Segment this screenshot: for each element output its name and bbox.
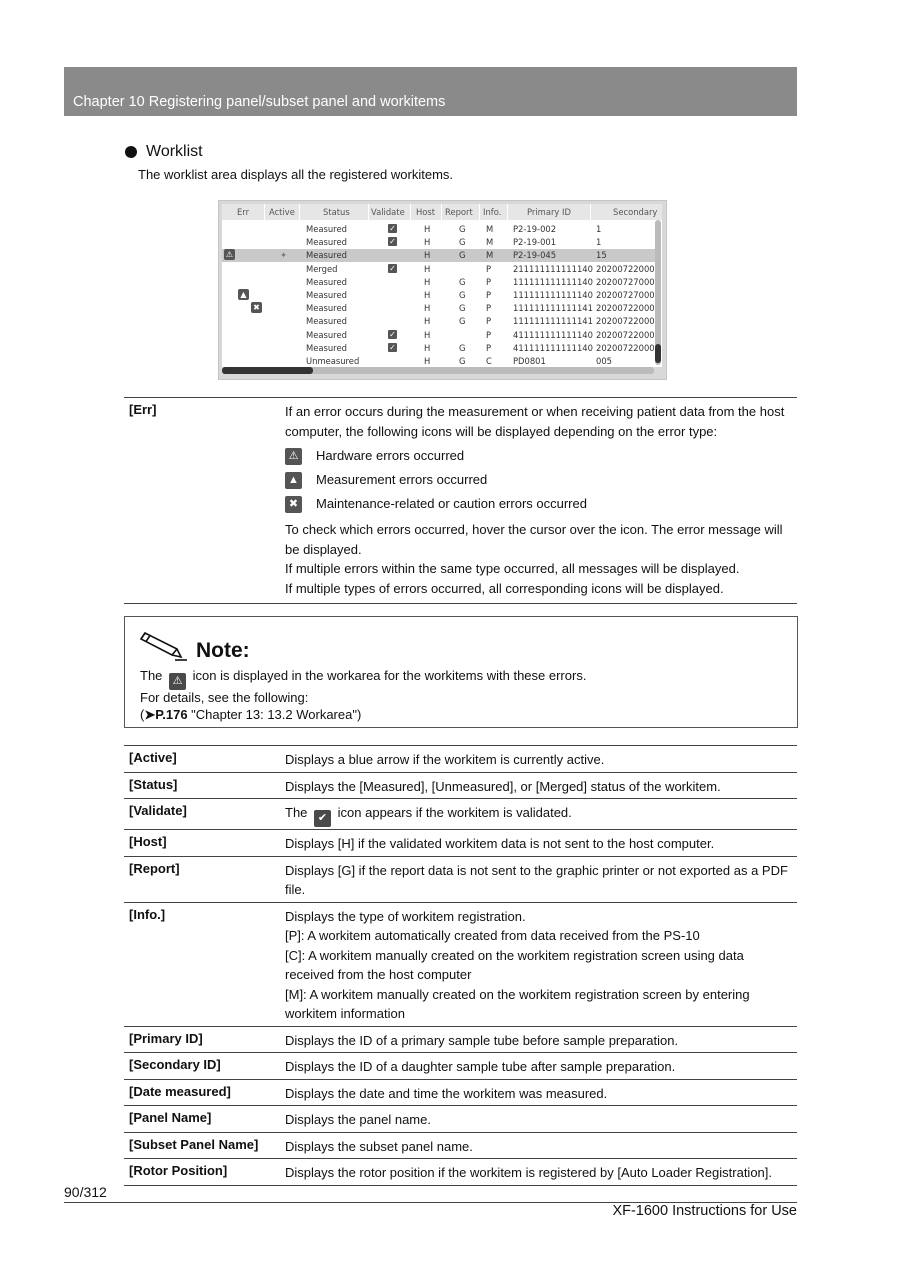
note-box bbox=[124, 616, 798, 728]
col-info[interactable]: Info. bbox=[483, 207, 502, 217]
cell-status: Merged bbox=[306, 263, 338, 274]
cell-secondary-id: 1 bbox=[596, 224, 602, 234]
cell-status: Measured bbox=[306, 329, 347, 340]
worklist-row[interactable] bbox=[222, 276, 655, 289]
cell-status: Measured bbox=[306, 316, 347, 327]
cell-primary-id: 111111111111141 bbox=[513, 303, 593, 314]
def-row-panel-name: [Panel Name] Displays the panel name. bbox=[124, 1105, 797, 1132]
cell-info: P bbox=[486, 290, 492, 300]
column-definition-table bbox=[124, 745, 797, 1186]
cell-info: C bbox=[486, 356, 492, 366]
err-icon-row: ✖ Maintenance-related or caution errors occurred bbox=[285, 492, 793, 516]
cell-secondary-id: 005 bbox=[596, 356, 612, 366]
cell-status: Measured bbox=[306, 342, 347, 353]
cell-primary-id: 111111111111140 bbox=[513, 290, 593, 300]
cell-secondary-id: 20200722000 bbox=[596, 329, 655, 340]
def-row-date-measured: [Date measured] Displays the date and time the workitem was measured. bbox=[124, 1079, 797, 1106]
active-arrow-icon: ✦ bbox=[280, 250, 288, 261]
col-secondary[interactable]: Secondary bbox=[613, 207, 658, 217]
cell-secondary-id: 20200722000 bbox=[596, 303, 655, 314]
cell-report: G bbox=[459, 250, 466, 261]
document-title: XF-1600 Instructions for Use bbox=[612, 1203, 797, 1219]
note-title: Note: bbox=[196, 639, 250, 662]
cell-primary-id: P2-19-002 bbox=[513, 224, 557, 234]
cell-status: Measured bbox=[306, 303, 347, 314]
cell-status: Measured bbox=[306, 224, 347, 234]
cell-host: H bbox=[424, 224, 431, 234]
cell-host: H bbox=[424, 316, 431, 327]
err-icon-row: ⚠ Hardware errors occurred bbox=[285, 444, 793, 468]
err-multiple-text: If multiple errors within the same type occurred, all messages will be displayed. bbox=[285, 561, 740, 576]
worklist-row[interactable] bbox=[222, 249, 655, 262]
err-row bbox=[124, 397, 797, 603]
worklist-row[interactable] bbox=[222, 315, 655, 328]
validated-checkmark-icon: ✓ bbox=[389, 263, 396, 273]
validated-checkmark-icon: ✓ bbox=[389, 224, 396, 233]
err-definition-table bbox=[124, 397, 797, 604]
err-intro: If an error occurs during the measurement or when receiving patient data from the host computer, the following icons will be displayed depending on the error type: bbox=[285, 404, 785, 439]
hardware-error-icon: ⚠ bbox=[285, 448, 302, 465]
col-validate[interactable]: Validate bbox=[371, 207, 405, 217]
cell-secondary-id: 1 bbox=[596, 237, 602, 248]
cell-host: H bbox=[424, 342, 431, 353]
cell-info: P bbox=[486, 342, 492, 353]
maintenance-error-icon[interactable]: ✖ bbox=[251, 302, 262, 313]
cell-primary-id: P2-19-001 bbox=[513, 237, 557, 248]
maintenance-error-icon: ✖ bbox=[285, 496, 302, 513]
cell-report: G bbox=[459, 303, 466, 314]
page-number: 90/312 bbox=[64, 1184, 107, 1200]
err-multiple-types-text: If multiple types of errors occurred, all corresponding icons will be displayed. bbox=[285, 580, 724, 596]
worklist-row[interactable] bbox=[222, 289, 655, 302]
def-row-rotor-position: [Rotor Position] Displays the rotor position if the workitem is registered by [Auto Loader Registration]. bbox=[124, 1158, 797, 1185]
def-row-active: [Active] Displays a blue arrow if the workitem is currently active. bbox=[124, 745, 797, 772]
cell-primary-id: 111111111111140 bbox=[513, 276, 593, 287]
worklist-row[interactable] bbox=[222, 302, 655, 315]
cell-status: Measured bbox=[306, 250, 347, 261]
checkmark-icon: ✔ bbox=[314, 810, 331, 827]
def-row-status: [Status] Displays the [Measured], [Unmeasured], or [Merged] status of the workitem. bbox=[124, 772, 797, 799]
cell-secondary-id: 20200722000 bbox=[596, 263, 655, 274]
chapter-title: Chapter 10 Registering panel/subset panel and workitems bbox=[73, 94, 446, 110]
col-err[interactable]: Err bbox=[237, 207, 250, 217]
cell-secondary-id: 15 bbox=[596, 250, 607, 261]
pencil-icon bbox=[139, 627, 189, 663]
def-row-validate: [Validate] The ✔ icon appears if the workitem is validated. bbox=[124, 798, 797, 829]
cell-primary-id: P2-19-045 bbox=[513, 250, 557, 261]
cell-status: Unmeasured bbox=[306, 356, 360, 366]
worklist-row[interactable] bbox=[222, 236, 655, 249]
cell-secondary-id: 20200722000 bbox=[596, 342, 655, 353]
cell-info: M bbox=[486, 224, 494, 234]
cell-primary-id: 111111111111141 bbox=[513, 316, 593, 327]
cell-status: Measured bbox=[306, 237, 347, 248]
section-intro: The worklist area displays all the registered workitems. bbox=[138, 167, 454, 182]
def-row-report: [Report] Displays [G] if the report data is not sent to the graphic printer or not exported as a PDF file. bbox=[124, 856, 797, 902]
validated-checkmark-icon: ✓ bbox=[389, 237, 396, 247]
cell-secondary-id: 20200727000 bbox=[596, 290, 655, 300]
cell-primary-id: 411111111111140 bbox=[513, 342, 593, 353]
err-key: [Err] bbox=[129, 402, 157, 417]
cell-report: G bbox=[459, 290, 466, 300]
col-status[interactable]: Status bbox=[323, 207, 350, 217]
worklist-table bbox=[222, 204, 662, 367]
cell-info: P bbox=[486, 263, 492, 274]
worklist-row[interactable] bbox=[222, 263, 655, 276]
worklist-row[interactable] bbox=[222, 223, 655, 236]
cell-host: H bbox=[424, 276, 431, 287]
worklist-screenshot bbox=[218, 200, 667, 380]
cell-primary-id: 411111111111140 bbox=[513, 329, 593, 340]
validated-checkmark-icon: ✓ bbox=[389, 342, 396, 352]
cell-host: H bbox=[424, 237, 431, 248]
worklist-row[interactable] bbox=[222, 342, 655, 355]
cell-secondary-id: 20200722000 bbox=[596, 316, 655, 327]
note-body: The ⚠ icon is displayed in the workarea for the workitems with these errors. For details, see the following: (➤P.176 "Chapter 13: 13.2 Workarea") bbox=[140, 668, 587, 722]
cell-info: P bbox=[486, 329, 492, 340]
worklist-header bbox=[222, 204, 662, 220]
cell-info: P bbox=[486, 276, 492, 287]
cell-report: G bbox=[459, 276, 466, 287]
cell-report: G bbox=[459, 237, 466, 248]
cell-status: Measured bbox=[306, 276, 347, 287]
section-title: Worklist bbox=[125, 143, 203, 161]
cell-host: H bbox=[424, 356, 431, 366]
warning-icon: ⚠ bbox=[169, 673, 186, 690]
cell-report: G bbox=[459, 356, 466, 366]
col-host[interactable]: Host bbox=[416, 207, 436, 217]
err-hover-text: To check which errors occurred, hover the cursor over the icon. The error message will be displayed. bbox=[285, 522, 783, 557]
col-report[interactable]: Report bbox=[445, 207, 473, 217]
chapter-header bbox=[64, 67, 797, 116]
cell-info: P bbox=[486, 316, 492, 327]
cell-primary-id: 211111111111140 bbox=[513, 263, 593, 274]
def-row-secondary-id: [Secondary ID] Displays the ID of a daughter sample tube after sample preparation. bbox=[124, 1052, 797, 1079]
cell-info: M bbox=[486, 237, 494, 248]
cell-host: H bbox=[424, 303, 431, 314]
cell-host: H bbox=[424, 263, 431, 274]
cell-report: G bbox=[459, 316, 466, 327]
col-primary-id[interactable]: Primary ID bbox=[527, 207, 571, 217]
validated-checkmark-icon: ✓ bbox=[389, 329, 396, 339]
col-active[interactable]: Active bbox=[269, 207, 295, 217]
cross-reference-link[interactable]: (➤P.176 "Chapter 13: 13.2 Workarea") bbox=[140, 706, 362, 722]
vertical-scroll-thumb[interactable] bbox=[655, 344, 661, 363]
hardware-error-icon[interactable]: ⚠ bbox=[225, 250, 234, 260]
cell-secondary-id: 20200727000 bbox=[596, 276, 655, 287]
def-row-subset-panel-name: [Subset Panel Name] Displays the subset panel name. bbox=[124, 1132, 797, 1159]
cell-host: H bbox=[424, 250, 431, 261]
measurement-error-icon[interactable]: ▲ bbox=[238, 289, 249, 300]
err-icon-row: ▲ Measurement errors occurred bbox=[285, 468, 793, 492]
cell-report: G bbox=[459, 342, 466, 353]
cell-primary-id: PD0801 bbox=[513, 356, 546, 366]
measurement-error-icon: ▲ bbox=[285, 472, 302, 489]
horizontal-scroll-thumb[interactable] bbox=[222, 367, 313, 374]
bullet-icon bbox=[125, 146, 137, 158]
cell-status: Measured bbox=[306, 290, 347, 300]
cell-report: G bbox=[459, 224, 466, 234]
cell-info: P bbox=[486, 303, 492, 314]
cell-info: M bbox=[486, 250, 494, 261]
def-row-info: [Info.] Displays the type of workitem registration. [P]: A workitem automatically created from data received from the PS-10 [C]: A workitem manually created on the workitem registration screen using data received from the host computer [M]: A workitem manually created on the workitem registration screen by entering workitem information bbox=[124, 902, 797, 1026]
def-row-primary-id: [Primary ID] Displays the ID of a primary sample tube before sample preparation. bbox=[124, 1026, 797, 1053]
def-row-host: [Host] Displays [H] if the validated workitem data is not sent to the host computer. bbox=[124, 829, 797, 856]
worklist-row[interactable] bbox=[222, 329, 655, 342]
cell-host: H bbox=[424, 329, 431, 340]
cell-host: H bbox=[424, 290, 431, 300]
